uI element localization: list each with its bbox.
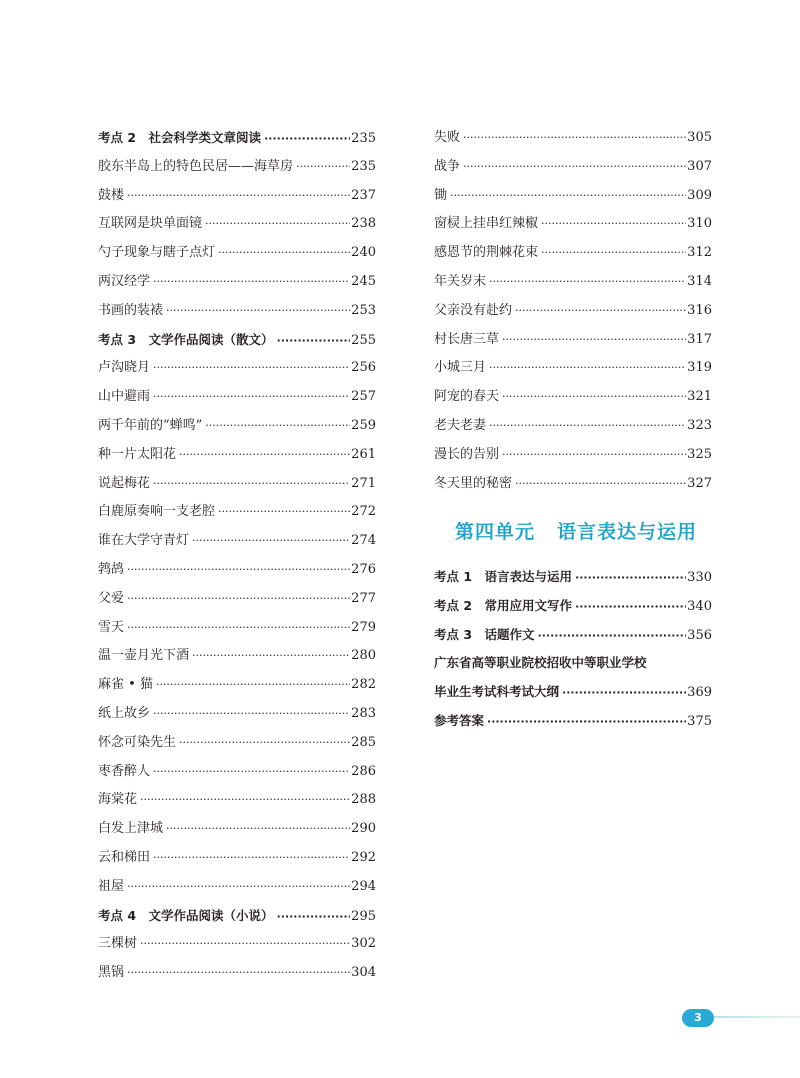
dot-leader xyxy=(163,815,350,844)
toc-entry-title: 冬天里的秘密 xyxy=(434,475,513,491)
dot-leader xyxy=(293,153,350,182)
toc-entry-title: 三棵树 xyxy=(98,936,138,952)
page-footer xyxy=(682,1008,800,1028)
dot-leader xyxy=(176,729,350,758)
toc-entry-page: 307 xyxy=(687,158,712,174)
toc-entry-title: 考点 4 文学作品阅读（小说） xyxy=(98,907,274,923)
toc-entry[interactable] xyxy=(98,729,376,758)
dot-leader xyxy=(499,383,686,412)
dot-leader xyxy=(176,441,350,470)
toc-section-entry[interactable] xyxy=(98,326,376,355)
toc-entry-answers[interactable] xyxy=(434,707,712,736)
toc-entry-title: 两汉经学 xyxy=(98,273,151,289)
dot-leader xyxy=(124,959,350,988)
dot-leader xyxy=(460,124,686,153)
toc-entry[interactable] xyxy=(434,210,712,239)
toc-entry[interactable] xyxy=(434,412,712,441)
toc-entry-page: 282 xyxy=(351,677,376,693)
page-number-badge: 3 xyxy=(682,1009,714,1027)
syllabus-line1[interactable] xyxy=(434,649,712,678)
toc-entry-page: 292 xyxy=(351,849,376,865)
toc-entry-title: 鹁鸪 xyxy=(98,561,125,577)
toc-entry-title: 互联网是块单面镜 xyxy=(98,216,203,232)
toc-entry-title: 说起梅花 xyxy=(98,475,151,491)
toc-entry[interactable] xyxy=(98,412,376,441)
dot-leader xyxy=(137,930,350,959)
dot-leader xyxy=(124,182,350,211)
toc-entry-title: 考点 3 文学作品阅读（散文） xyxy=(98,331,274,347)
toc-entry-page: 304 xyxy=(351,965,376,981)
toc-entry-page: 237 xyxy=(351,187,376,203)
toc-entry-title: 年关岁末 xyxy=(434,273,487,289)
toc-entry[interactable] xyxy=(434,268,712,297)
toc-entry-page: 340 xyxy=(687,598,712,614)
toc-entry[interactable] xyxy=(98,671,376,700)
toc-entry-page: 321 xyxy=(687,389,712,405)
dot-leader xyxy=(274,903,350,932)
toc-entry-page: 317 xyxy=(687,331,712,347)
toc-section-entry[interactable] xyxy=(434,563,712,592)
toc-entry-title: 老夫老妻 xyxy=(434,417,487,433)
dot-leader xyxy=(499,441,686,470)
toc-entry-page: 240 xyxy=(351,245,376,261)
toc-entry[interactable] xyxy=(434,383,712,412)
toc-entry-page: 302 xyxy=(351,936,376,952)
toc-entry[interactable] xyxy=(98,585,376,614)
toc-entry-page: 276 xyxy=(351,561,376,577)
dot-leader xyxy=(124,556,350,585)
toc-entry-title: 父亲没有赴约 xyxy=(434,302,513,318)
toc-entry-page: 253 xyxy=(351,302,376,318)
toc-entry-page: 286 xyxy=(351,763,376,779)
toc-entry-page: 256 xyxy=(351,360,376,376)
dot-leader xyxy=(215,498,350,527)
toc-entry-page: 285 xyxy=(351,734,376,750)
toc-section-entry[interactable] xyxy=(434,621,712,650)
toc-entry-title: 父爱 xyxy=(98,590,125,606)
dot-leader xyxy=(535,622,686,651)
toc-entry[interactable] xyxy=(98,354,376,383)
unit-title: 语言表达与运用 xyxy=(557,521,698,543)
dot-leader xyxy=(486,354,686,383)
toc-entry[interactable] xyxy=(98,642,376,671)
dot-leader xyxy=(153,671,350,700)
dot-leader xyxy=(559,679,686,708)
dot-leader xyxy=(137,786,350,815)
toc-entry-title: 锄 xyxy=(434,187,448,203)
dot-leader xyxy=(124,873,350,902)
toc-entry[interactable] xyxy=(434,326,712,355)
toc-entry-page: 255 xyxy=(351,332,376,348)
toc-entry-page: 277 xyxy=(351,590,376,606)
toc-entry-title: 山中避雨 xyxy=(98,389,151,405)
dot-leader xyxy=(538,239,686,268)
toc-entry-title: 云和梯田 xyxy=(98,849,151,865)
toc-entry-page: 327 xyxy=(687,475,712,491)
toc-entry-page: 314 xyxy=(687,273,712,289)
toc-entry-title: 两千年前的“蝉鸣” xyxy=(98,417,203,433)
dot-leader xyxy=(124,585,350,614)
toc-entry[interactable] xyxy=(98,844,376,873)
toc-entry-title: 谁在大学守青灯 xyxy=(98,533,190,549)
unit4-entries xyxy=(434,563,712,736)
toc-entry-page: 272 xyxy=(351,504,376,520)
dot-leader xyxy=(484,708,686,737)
toc-entry-title: 阿宠的春天 xyxy=(434,389,500,405)
toc-entry-title: 战争 xyxy=(434,158,461,174)
toc-entry-page: 279 xyxy=(351,619,376,635)
toc-entry-page: 288 xyxy=(351,792,376,808)
dot-leader xyxy=(189,642,350,671)
dot-leader xyxy=(499,326,686,355)
syllabus-title-line1: 广东省高等职业院校招收中等职业学校 xyxy=(434,655,647,671)
toc-entry-page: 245 xyxy=(351,273,376,289)
toc-entry-title: 漫长的告别 xyxy=(434,446,500,462)
toc-entry-title: 雪天 xyxy=(98,619,125,635)
dot-leader xyxy=(150,354,350,383)
syllabus-page: 369 xyxy=(687,685,712,701)
answers-page: 375 xyxy=(687,713,712,729)
toc-entry[interactable] xyxy=(98,786,376,815)
toc-entry-page: 319 xyxy=(687,360,712,376)
toc-entry[interactable] xyxy=(434,441,712,470)
dot-leader xyxy=(189,527,350,556)
toc-entry-title: 纸上故乡 xyxy=(98,705,151,721)
toc-entry-title: 鼓楼 xyxy=(98,187,125,203)
toc-right-column xyxy=(434,124,712,498)
dot-leader xyxy=(447,182,686,211)
dot-leader xyxy=(150,383,350,412)
unit-heading xyxy=(455,517,697,544)
dot-leader xyxy=(512,470,686,499)
toc-entry[interactable] xyxy=(98,239,376,268)
dot-leader xyxy=(512,297,686,326)
toc-section-entry[interactable] xyxy=(434,592,712,621)
toc-entry[interactable] xyxy=(98,153,376,182)
toc-entry[interactable] xyxy=(98,441,376,470)
dot-leader xyxy=(202,412,350,441)
toc-section-entry[interactable] xyxy=(98,902,376,931)
toc-left-column xyxy=(98,124,376,988)
toc-entry[interactable] xyxy=(434,239,712,268)
toc-entry-title: 黑锅 xyxy=(98,965,125,981)
toc-entry-title: 祖屋 xyxy=(98,878,125,894)
toc-entry-page: 290 xyxy=(351,821,376,837)
dot-leader xyxy=(215,239,350,268)
toc-entry-page: 330 xyxy=(687,570,712,585)
toc-entry-title: 白发上津城 xyxy=(98,821,164,837)
toc-entry-page: 323 xyxy=(687,417,712,433)
toc-entry[interactable] xyxy=(434,470,712,499)
toc-entry-title: 勺子现象与瞎子点灯 xyxy=(98,245,216,261)
toc-entry[interactable] xyxy=(98,297,376,326)
toc-section-entry[interactable] xyxy=(98,124,376,153)
answers-title: 参考答案 xyxy=(434,712,485,728)
toc-entry[interactable] xyxy=(98,210,376,239)
unit-number-label: 第四单元 xyxy=(455,521,536,543)
toc-entry-title: 考点 1 语言表达与运用 xyxy=(434,569,573,584)
toc-entry[interactable] xyxy=(98,268,376,297)
toc-entry-title: 卢沟晓月 xyxy=(98,360,151,376)
toc-entry-title: 胶东半岛上的特色民居——海草房 xyxy=(98,158,294,174)
toc-entry[interactable] xyxy=(98,470,376,499)
toc-entry-syllabus[interactable] xyxy=(434,678,712,707)
dot-leader xyxy=(202,210,350,239)
toc-entry-page: 257 xyxy=(351,389,376,405)
toc-entry-title: 麻雀 • 猫 xyxy=(98,677,153,693)
toc-entry-page: 310 xyxy=(687,216,712,232)
toc-entry-page: 316 xyxy=(687,302,712,318)
toc-entry-page: 261 xyxy=(351,446,376,462)
toc-entry-title: 白鹿原奏响一支老腔 xyxy=(98,504,216,520)
toc-entry[interactable] xyxy=(98,527,376,556)
toc-entry[interactable] xyxy=(98,383,376,412)
toc-entry-title: 枣香醉人 xyxy=(98,763,151,779)
toc-entry[interactable] xyxy=(98,498,376,527)
toc-entry[interactable] xyxy=(434,124,712,153)
toc-entry-page: 309 xyxy=(687,187,712,203)
toc-entry-page: 274 xyxy=(351,533,376,549)
dot-leader xyxy=(572,593,686,622)
toc-entry[interactable] xyxy=(98,930,376,959)
toc-entry[interactable] xyxy=(98,959,376,988)
toc-entry-page: 325 xyxy=(687,446,712,462)
dot-leader xyxy=(572,564,686,593)
toc-entry-page: 271 xyxy=(351,475,376,491)
toc-entry-title: 窗棂上挂串红辣椒 xyxy=(434,216,539,232)
dot-leader xyxy=(274,327,350,356)
toc-entry-title: 考点 3 话题作文 xyxy=(434,626,535,642)
toc-entry[interactable] xyxy=(98,614,376,643)
syllabus-title-line2: 毕业生考试科考试大纲 xyxy=(434,684,560,700)
toc-entry[interactable] xyxy=(434,297,712,326)
toc-entry[interactable] xyxy=(434,153,712,182)
toc-entry-title: 温一壶月光下酒 xyxy=(98,648,190,664)
toc-entry-title: 种一片太阳花 xyxy=(98,446,177,462)
toc-entry-page: 312 xyxy=(687,245,712,261)
dot-leader xyxy=(261,125,350,154)
toc-entry[interactable] xyxy=(434,182,712,211)
toc-entry-page: 238 xyxy=(351,216,376,232)
toc-entry-title: 感恩节的荆棘花束 xyxy=(434,245,539,261)
dot-leader xyxy=(486,268,686,297)
toc-entry-title: 海棠花 xyxy=(98,792,138,808)
dot-leader xyxy=(150,268,350,297)
toc-entry-page: 235 xyxy=(351,131,376,146)
dot-leader xyxy=(486,412,686,441)
toc-entry[interactable] xyxy=(98,700,376,729)
footer-rule xyxy=(712,1016,800,1018)
dot-leader xyxy=(538,210,686,239)
toc-entry-page: 295 xyxy=(351,908,376,924)
toc-entry-title: 失败 xyxy=(434,130,461,145)
toc-entry-page: 283 xyxy=(351,705,376,721)
dot-leader xyxy=(460,153,686,182)
dot-leader xyxy=(150,470,350,499)
toc-entry-page: 356 xyxy=(687,627,712,643)
toc-entry[interactable] xyxy=(98,556,376,585)
toc-entry-page: 259 xyxy=(351,417,376,433)
dot-leader xyxy=(150,758,350,787)
dot-leader xyxy=(163,297,350,326)
toc-entry[interactable] xyxy=(98,182,376,211)
dot-leader xyxy=(150,844,350,873)
toc-entry-page: 280 xyxy=(351,648,376,664)
toc-entry-page: 294 xyxy=(351,878,376,894)
toc-entry-title: 怀念可染先生 xyxy=(98,734,177,750)
toc-entry-title: 书画的装裱 xyxy=(98,302,164,318)
toc-entry-page: 235 xyxy=(351,158,376,174)
toc-entry-title: 村长唐三草 xyxy=(434,331,500,347)
toc-entry[interactable] xyxy=(98,758,376,787)
toc-entry-title: 考点 2 社会科学类文章阅读 xyxy=(98,130,262,145)
toc-entry-title: 考点 2 常用应用文写作 xyxy=(434,597,573,613)
dot-leader xyxy=(150,700,350,729)
dot-leader xyxy=(124,614,350,643)
toc-entry[interactable] xyxy=(98,815,376,844)
toc-entry-title: 小城三月 xyxy=(434,360,487,376)
toc-entry[interactable] xyxy=(98,873,376,902)
toc-entry[interactable] xyxy=(434,354,712,383)
toc-entry-page: 305 xyxy=(687,130,712,145)
